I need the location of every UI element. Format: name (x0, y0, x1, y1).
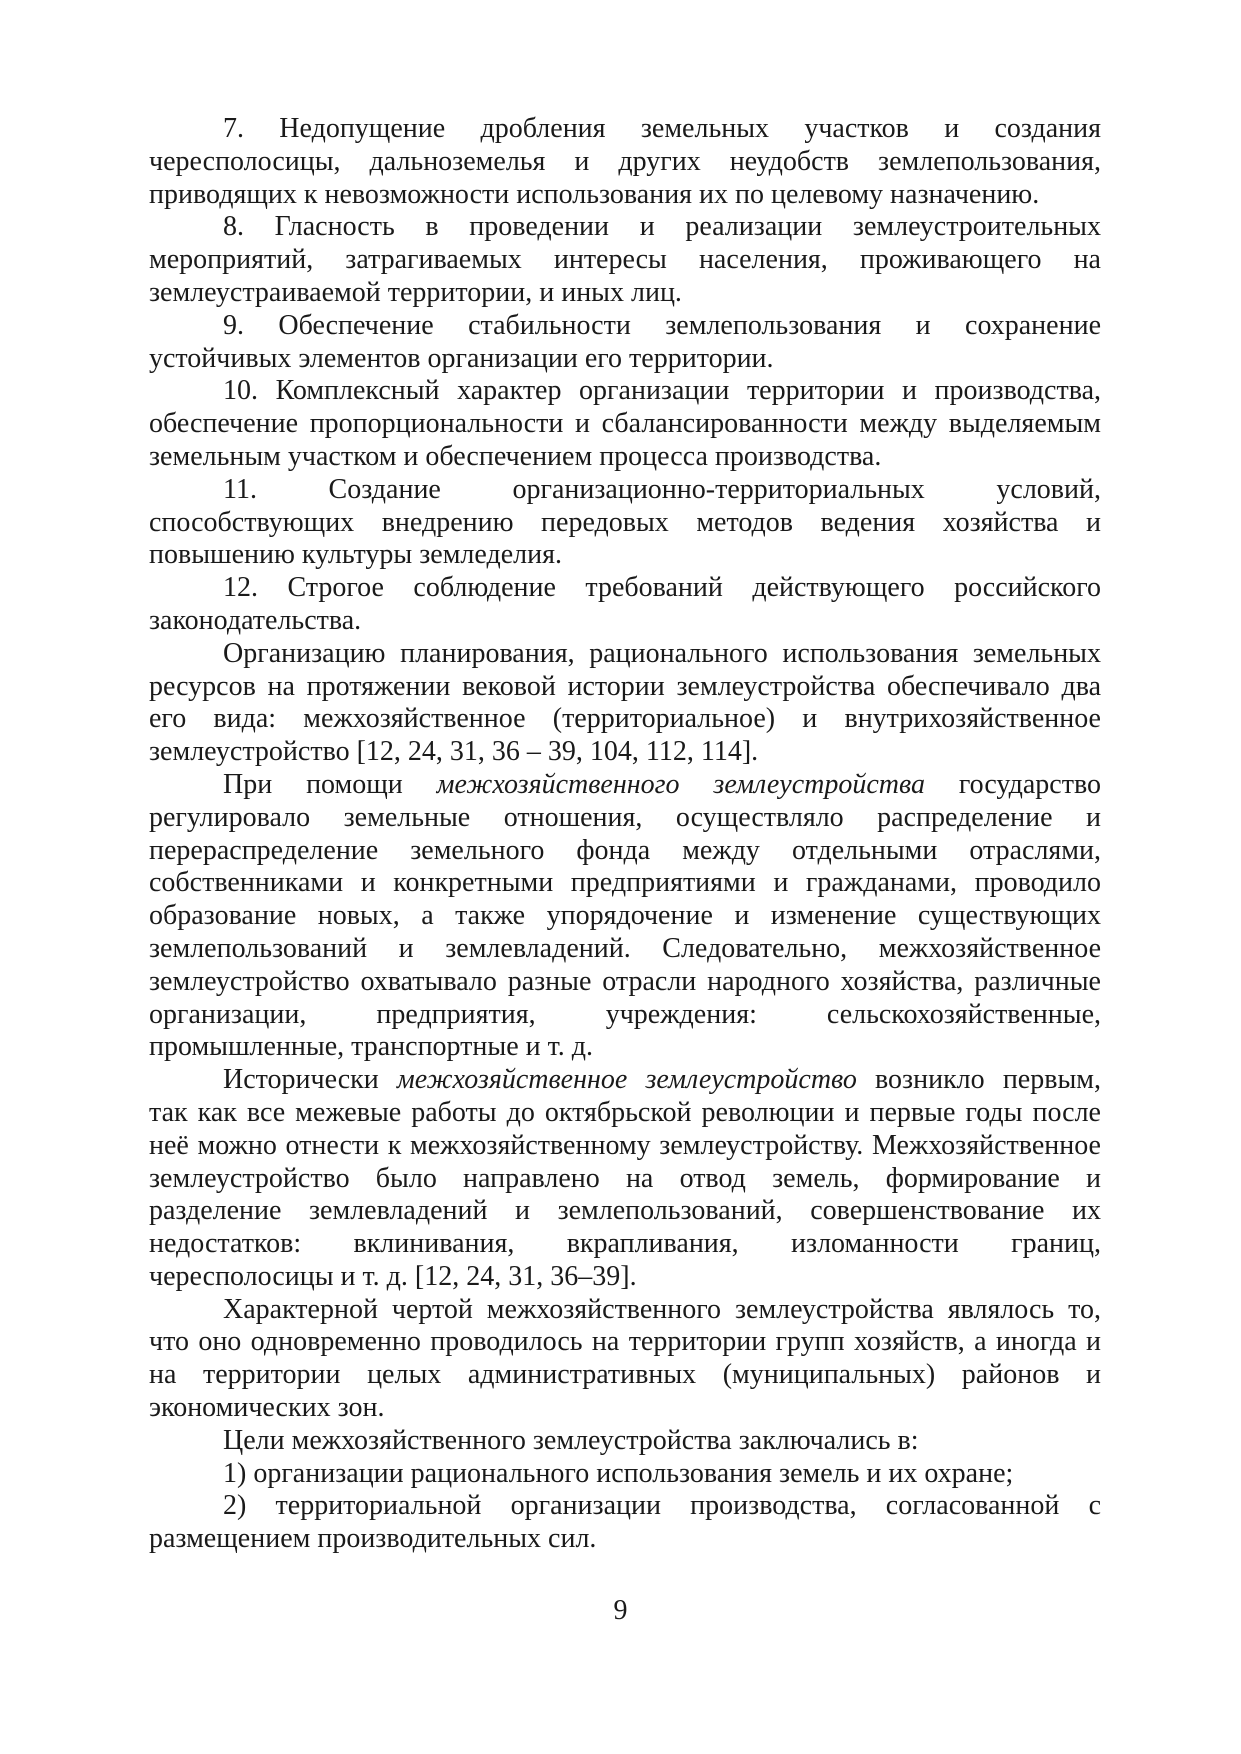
italic-term: межхозяйственное землеустройство (396, 1064, 857, 1096)
goal-item-2: 2) территориальной организации производства, согласованной с размещением производительных сил. (149, 1490, 1101, 1555)
paragraph-item-10: 10. Комплексный характер организации территории и производства, обеспечение пропорциональности и сбалансированности между выделяемым земельным участком и обеспечением процесса производства. (149, 375, 1101, 472)
paragraph-lead: Исторически (223, 1064, 397, 1096)
paragraph-item-9: 9. Обеспечение стабильности землепользования и сохранение устойчивых элементов организации его территории. (149, 309, 1101, 374)
page-body (149, 113, 1101, 1556)
goal-item-1: 1) организации рационального использования земель и их охране; (223, 1457, 1014, 1489)
paragraph-goals-intro: Цели межхозяйственного землеустройства заключались в: (223, 1424, 919, 1456)
paragraph-item-11: 11. Создание организационно-территориальных условий, способствующих внедрению передовых методов ведения хозяйства и повышению культуры земледелия. (149, 473, 1101, 571)
paragraph-item-12: 12. Строгое соблюдение требований действующего российского законодательства. (149, 572, 1101, 636)
paragraph-types-of-land-management: Организацию планирования, рационального использования земельных ресурсов на протяжении вековой истории землеустройства обеспечивало два его вида: межхозяйственное (территориальное) и внутрихозяйственное землеустройство [12, 24, 31, 36 – 39, 104, 112, 114]. (149, 637, 1101, 768)
paragraph-lead: При помощи (223, 768, 437, 800)
paragraph-historical (149, 1064, 1101, 1294)
italic-term: межхозяйственного землеустройства (436, 768, 925, 800)
paragraph-item-8: 8. Гласность в проведении и реализации землеустроительных мероприятий, затрагиваемых интересы населения, проживающего на землеустраиваемой территории, и иных лиц. (149, 211, 1101, 308)
paragraph-rest: возникло первым, так как все межевые работы до октябрьской революции и первые годы после неё можно отнести к межхозяйственному землеустройству. Межхозяйственное землеустройство было направлено на отвод земель, формирование и разделение землевладений и землепользований, совершенствование их недостатков: вклинивания, вкрапливания, изломанности границ, чересполосицы и т. д. [12, 24, 31, 36–39]. (149, 1064, 1101, 1292)
paragraph-interfarm-regulation (149, 769, 1101, 1064)
paragraph-characteristic: Характерной чертой межхозяйственного землеустройства являлось то, что оно одновременно проводилось на территории групп хозяйств, а иногда и на территории целых административных (муниципальных) районов и экономических зон. (149, 1293, 1101, 1424)
paragraph-rest: государство регулировало земельные отношения, осуществляло распределение и перераспределение земельного фонда между отдельными отраслями, собственниками и конкретными предприятиями и гражданами, проводило образование новых, а также упорядочение и изменение существующих землепользований и землевладений. Следовательно, межхозяйственное землеустройство охватывало разные отрасли народного хозяйства, различные организации, предприятия, учреждения: сельскохозяйственные, промышленные, транспортные и т. д. (149, 768, 1101, 1063)
paragraph-item-7: 7. Недопущение дробления земельных участков и создания чересполосицы, дальноземелья и других неудобств землепользования, приводящих к невозможности использования их по целевому назначению. (149, 113, 1101, 210)
page-number: 9 (613, 1595, 628, 1626)
